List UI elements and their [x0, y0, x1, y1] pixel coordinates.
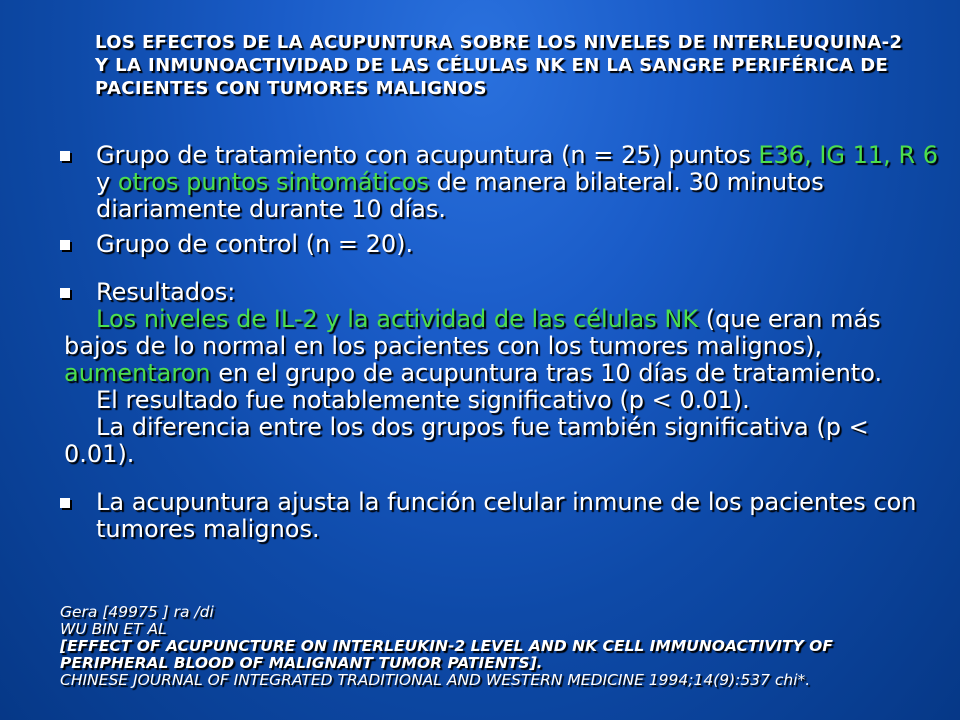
- bullet-treatment-group: [60, 142, 940, 223]
- citation-journal: CHINESE JOURNAL OF INTEGRATED TRADITIONAL AND WESTERN MEDICINE 1994;14(9):537 chi*.: [60, 671, 811, 689]
- treatment-text-1: Grupo de tratamiento con acupuntura (n = 25) puntos: [96, 141, 759, 169]
- treatment-text-2: y: [96, 168, 118, 196]
- square-bullet-icon: [60, 288, 70, 298]
- treatment-points: E36, IG 11, R 6: [758, 141, 939, 169]
- bullet-control-group: [60, 231, 940, 258]
- treatment-other-points: otros puntos sintomáticos: [117, 168, 429, 196]
- bullet-list: [60, 142, 940, 543]
- citation-line-1: Gera [49975 ] ra /di: [60, 603, 214, 621]
- treatment-text-3: de manera bilateral. 30 minutos diariamente durante 10 días.: [96, 168, 824, 223]
- significance-text-2: La diferencia entre los dos grupos fue también significativa (p < 0.01).: [64, 413, 869, 468]
- square-bullet-icon: [60, 498, 70, 508]
- slide-title: LOS EFECTOS DE LA ACUPUNTURA SOBRE LOS NIVELES DE INTERLEUQUINA-2 Y LA INMUNOACTIVIDAD DE LAS CÉLULAS NK EN LA SANGRE PERIFÉRICA DE PACIENTES CON TUMORES MALIGNOS: [95, 32, 903, 99]
- control-text: Grupo de control (n = 20).: [96, 230, 414, 258]
- citation-line-2: WU BIN ET AL: [60, 620, 167, 638]
- significance-paragraph-2: [60, 414, 940, 468]
- conclusion-text: La acupuntura ajusta la función celular inmune de los pacientes con tumores malignos.: [96, 488, 917, 543]
- results-body: [60, 306, 940, 468]
- results-heading: Resultados:: [96, 278, 236, 306]
- results-middle: (que eran más bajos de lo normal en los pacientes con los tumores malignos),: [64, 305, 881, 360]
- results-paragraph: [60, 306, 940, 387]
- significance-text-1: El resultado fue notablemente significativo (p < 0.01).: [96, 386, 750, 414]
- results-verb: aumentaron: [64, 359, 211, 387]
- square-bullet-icon: [60, 151, 70, 161]
- citation: [60, 604, 940, 689]
- results-end: en el grupo de acupuntura tras 10 días de tratamiento.: [210, 359, 883, 387]
- results-subject: Los niveles de IL-2 y la actividad de las células NK: [96, 305, 699, 333]
- significance-paragraph-1: [60, 387, 940, 414]
- square-bullet-icon: [60, 240, 70, 250]
- citation-article-title: [EFFECT OF ACUPUNCTURE ON INTERLEUKIN-2 LEVEL AND NK CELL IMMUNOACTIVITY OF PERIPHERAL BLOOD OF MALIGNANT TUMOR PATIENTS].: [60, 637, 833, 672]
- bullet-results: [60, 279, 940, 306]
- bullet-conclusion: [60, 489, 940, 543]
